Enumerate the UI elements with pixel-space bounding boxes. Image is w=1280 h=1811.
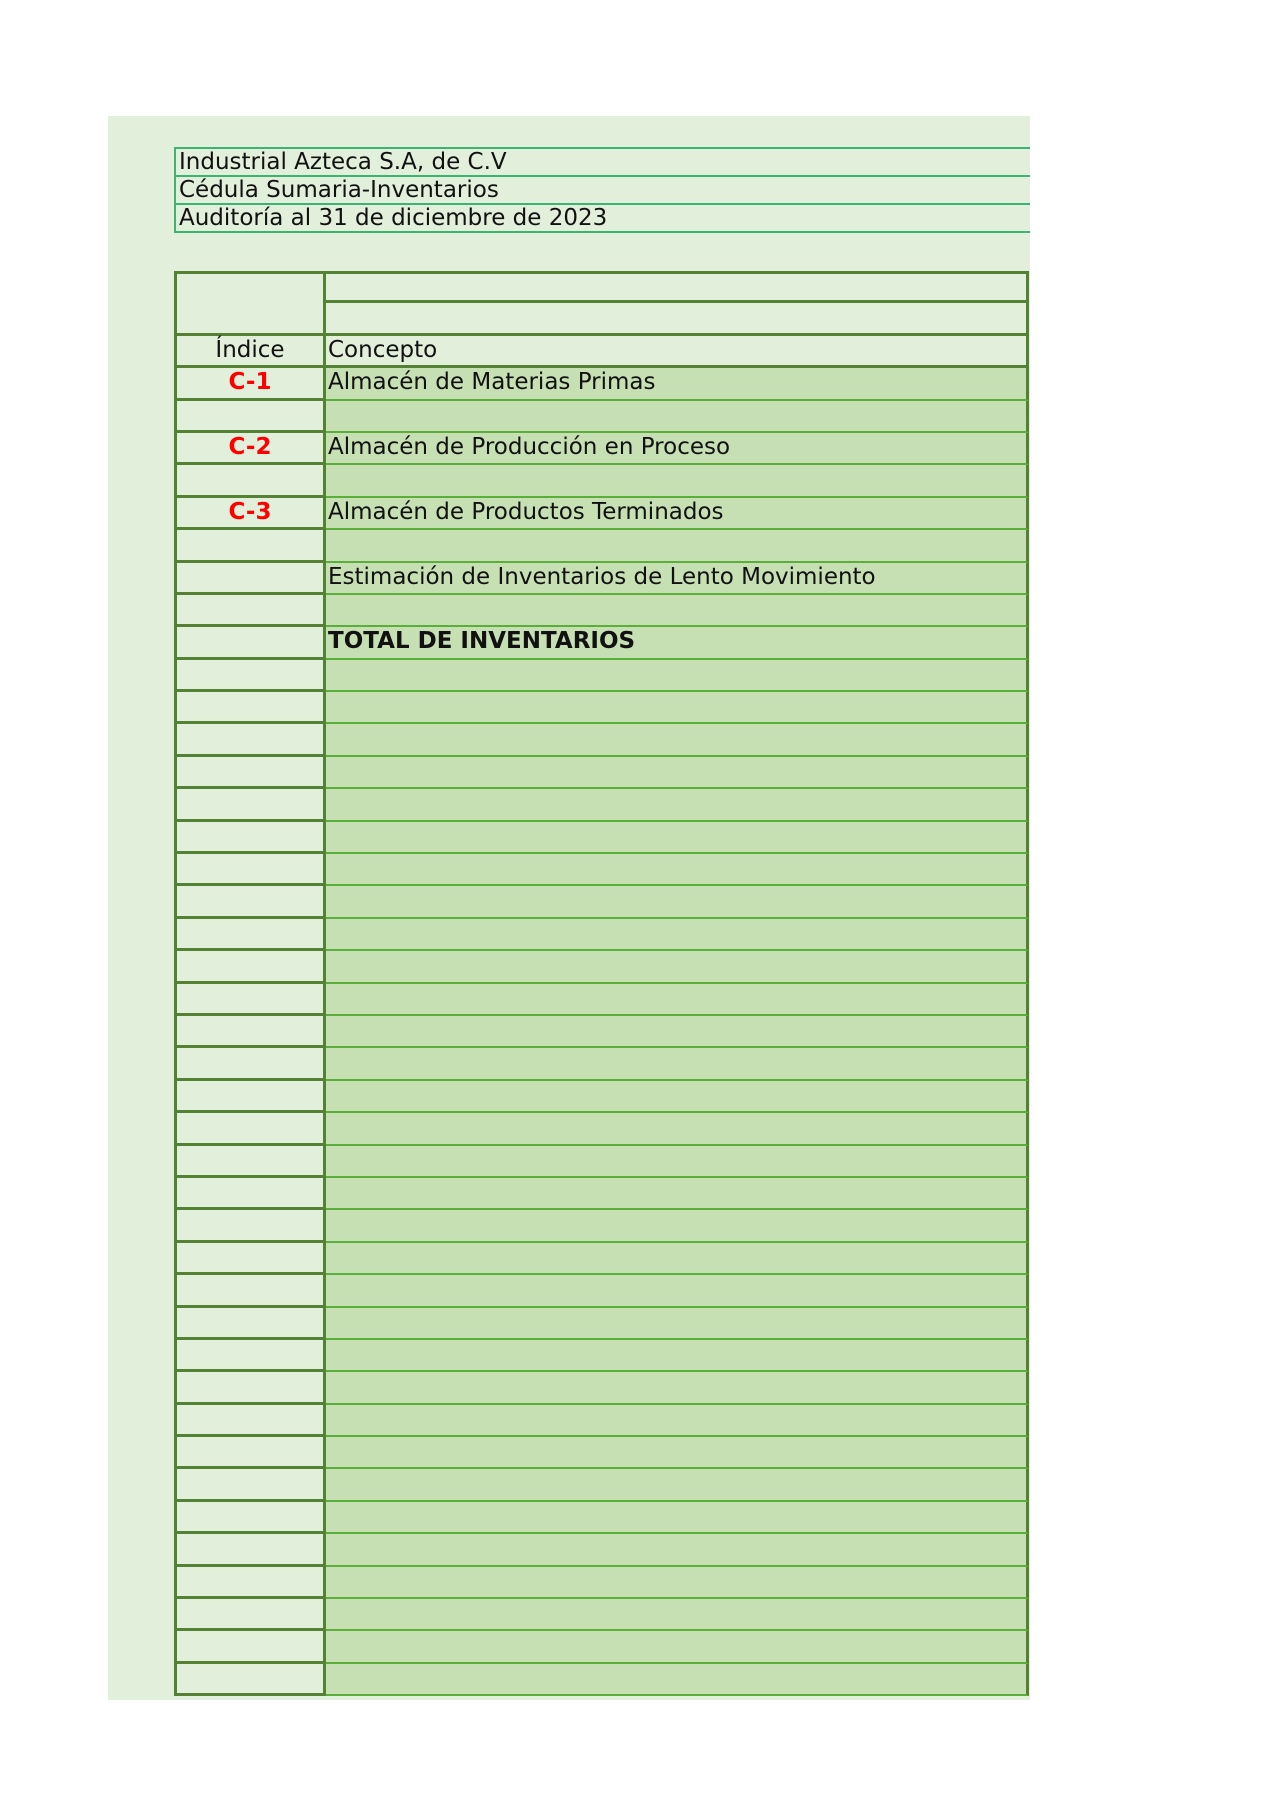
table-row [174, 984, 1029, 1016]
index-cell[interactable] [174, 1113, 326, 1145]
concept-cell[interactable] [326, 530, 1029, 562]
document-header [174, 147, 1030, 233]
index-cell[interactable] [174, 854, 326, 886]
index-cell[interactable] [174, 563, 326, 595]
index-cell[interactable] [174, 1146, 326, 1178]
index-cell[interactable] [174, 1437, 326, 1469]
concept-cell[interactable] [326, 1599, 1029, 1631]
concept-cell[interactable] [326, 660, 1029, 692]
index-cell[interactable] [174, 1469, 326, 1501]
concept-cell[interactable] [326, 1340, 1029, 1372]
table-row [174, 854, 1029, 886]
table-row [174, 789, 1029, 821]
table-row [174, 1113, 1029, 1145]
concept-cell[interactable] [326, 1146, 1029, 1178]
table-header-row [174, 303, 1029, 335]
concept-cell[interactable] [326, 595, 1029, 627]
concept-cell[interactable] [326, 1113, 1029, 1145]
company-name[interactable]: Industrial Azteca S.A, de C.V [174, 147, 1030, 177]
concept-cell[interactable] [326, 1664, 1029, 1696]
table-row [174, 1210, 1029, 1242]
table-row [174, 368, 1029, 400]
table-row [174, 595, 1029, 627]
table-row [174, 1502, 1029, 1534]
table-row [174, 919, 1029, 951]
index-cell[interactable] [174, 465, 326, 497]
index-cell[interactable] [174, 660, 326, 692]
table-row [174, 498, 1029, 530]
concept-cell[interactable]: Almacén de Producción en Proceso [326, 433, 1029, 465]
table-cell[interactable] [174, 274, 326, 303]
index-cell[interactable] [174, 1210, 326, 1242]
table-row [174, 1308, 1029, 1340]
index-cell[interactable] [174, 1502, 326, 1534]
index-cell[interactable] [174, 984, 326, 1016]
concept-cell[interactable] [326, 692, 1029, 724]
index-cell[interactable] [174, 822, 326, 854]
index-cell[interactable]: C-2 [174, 433, 326, 465]
table-row [174, 1146, 1029, 1178]
index-cell[interactable] [174, 1599, 326, 1631]
concept-cell[interactable] [326, 984, 1029, 1016]
concept-cell[interactable] [326, 757, 1029, 789]
index-cell[interactable] [174, 627, 326, 659]
concept-cell[interactable] [326, 822, 1029, 854]
concept-cell[interactable] [326, 951, 1029, 983]
concept-cell[interactable] [326, 1210, 1029, 1242]
index-cell[interactable] [174, 595, 326, 627]
index-cell[interactable] [174, 886, 326, 918]
table-cell[interactable] [174, 303, 326, 335]
index-cell[interactable] [174, 789, 326, 821]
concept-cell[interactable] [326, 1469, 1029, 1501]
table-row [174, 951, 1029, 983]
table-row [174, 1275, 1029, 1307]
table-row [174, 1469, 1029, 1501]
index-cell[interactable] [174, 1178, 326, 1210]
schedule-title[interactable]: Cédula Sumaria-Inventarios [174, 175, 1030, 205]
index-cell[interactable] [174, 1081, 326, 1113]
concept-cell[interactable] [326, 401, 1029, 433]
table-row [174, 692, 1029, 724]
concept-cell[interactable] [326, 919, 1029, 951]
column-header-index[interactable]: Índice [174, 336, 326, 368]
table-row [174, 1243, 1029, 1275]
concept-cell[interactable]: Almacén de Productos Terminados [326, 498, 1029, 530]
concept-cell[interactable] [326, 1048, 1029, 1080]
index-cell[interactable] [174, 919, 326, 951]
concept-cell[interactable] [326, 1534, 1029, 1566]
index-cell[interactable] [174, 401, 326, 433]
index-cell[interactable]: C-1 [174, 368, 326, 400]
concept-cell[interactable] [326, 1502, 1029, 1534]
inventory-summary-table [174, 271, 1029, 1696]
table-row [174, 1405, 1029, 1437]
index-cell[interactable] [174, 1308, 326, 1340]
concept-cell[interactable] [326, 1405, 1029, 1437]
index-cell[interactable] [174, 1664, 326, 1696]
table-row [174, 1048, 1029, 1080]
concept-cell[interactable] [326, 1308, 1029, 1340]
table-header-row [174, 271, 1029, 303]
audit-period[interactable]: Auditoría al 31 de diciembre de 2023 [174, 203, 1030, 233]
column-header-row [174, 336, 1029, 368]
total-inventories-cell[interactable]: TOTAL DE INVENTARIOS [326, 627, 1029, 659]
concept-cell[interactable]: Almacén de Materias Primas [326, 368, 1029, 400]
table-row [174, 822, 1029, 854]
index-cell[interactable] [174, 1372, 326, 1404]
concept-cell[interactable] [326, 1372, 1029, 1404]
concept-cell[interactable] [326, 1178, 1029, 1210]
column-header-concept[interactable]: Concepto [326, 336, 1029, 368]
index-cell[interactable] [174, 1631, 326, 1663]
index-cell[interactable] [174, 1340, 326, 1372]
table-row [174, 1340, 1029, 1372]
index-cell[interactable] [174, 692, 326, 724]
table-row [174, 1178, 1029, 1210]
concept-cell[interactable] [326, 1567, 1029, 1599]
concept-cell[interactable] [326, 1437, 1029, 1469]
table-cell[interactable] [326, 303, 1029, 335]
concept-cell[interactable] [326, 1243, 1029, 1275]
concept-cell[interactable] [326, 465, 1029, 497]
table-row [174, 1372, 1029, 1404]
table-row [174, 1631, 1029, 1663]
index-cell[interactable] [174, 724, 326, 756]
table-row [174, 401, 1029, 433]
table-row [174, 530, 1029, 562]
index-cell[interactable] [174, 1534, 326, 1566]
concept-cell[interactable] [326, 724, 1029, 756]
table-row [174, 886, 1029, 918]
index-cell[interactable] [174, 1567, 326, 1599]
table-row [174, 465, 1029, 497]
concept-cell[interactable] [326, 886, 1029, 918]
concept-cell[interactable] [326, 789, 1029, 821]
table-row [174, 660, 1029, 692]
index-cell[interactable] [174, 1016, 326, 1048]
index-cell[interactable] [174, 1243, 326, 1275]
table-row [174, 1534, 1029, 1566]
table-row [174, 757, 1029, 789]
concept-cell[interactable] [326, 1275, 1029, 1307]
table-row [174, 1081, 1029, 1113]
table-row [174, 627, 1029, 659]
index-cell[interactable]: C-3 [174, 498, 326, 530]
table-row [174, 1567, 1029, 1599]
concept-cell[interactable] [326, 854, 1029, 886]
index-cell[interactable] [174, 1405, 326, 1437]
index-cell[interactable] [174, 951, 326, 983]
index-cell[interactable] [174, 1275, 326, 1307]
concept-cell[interactable] [326, 1081, 1029, 1113]
table-row [174, 433, 1029, 465]
index-cell[interactable] [174, 1048, 326, 1080]
concept-cell[interactable] [326, 1016, 1029, 1048]
concept-cell[interactable] [326, 1631, 1029, 1663]
table-row [174, 1437, 1029, 1469]
table-row [174, 724, 1029, 756]
table-row [174, 1599, 1029, 1631]
index-cell[interactable] [174, 757, 326, 789]
table-cell[interactable] [326, 274, 1029, 303]
table-row [174, 1016, 1029, 1048]
table-row [174, 1664, 1029, 1696]
index-cell[interactable] [174, 530, 326, 562]
table-row [174, 563, 1029, 595]
concept-cell[interactable]: Estimación de Inventarios de Lento Movimiento [326, 563, 1029, 595]
